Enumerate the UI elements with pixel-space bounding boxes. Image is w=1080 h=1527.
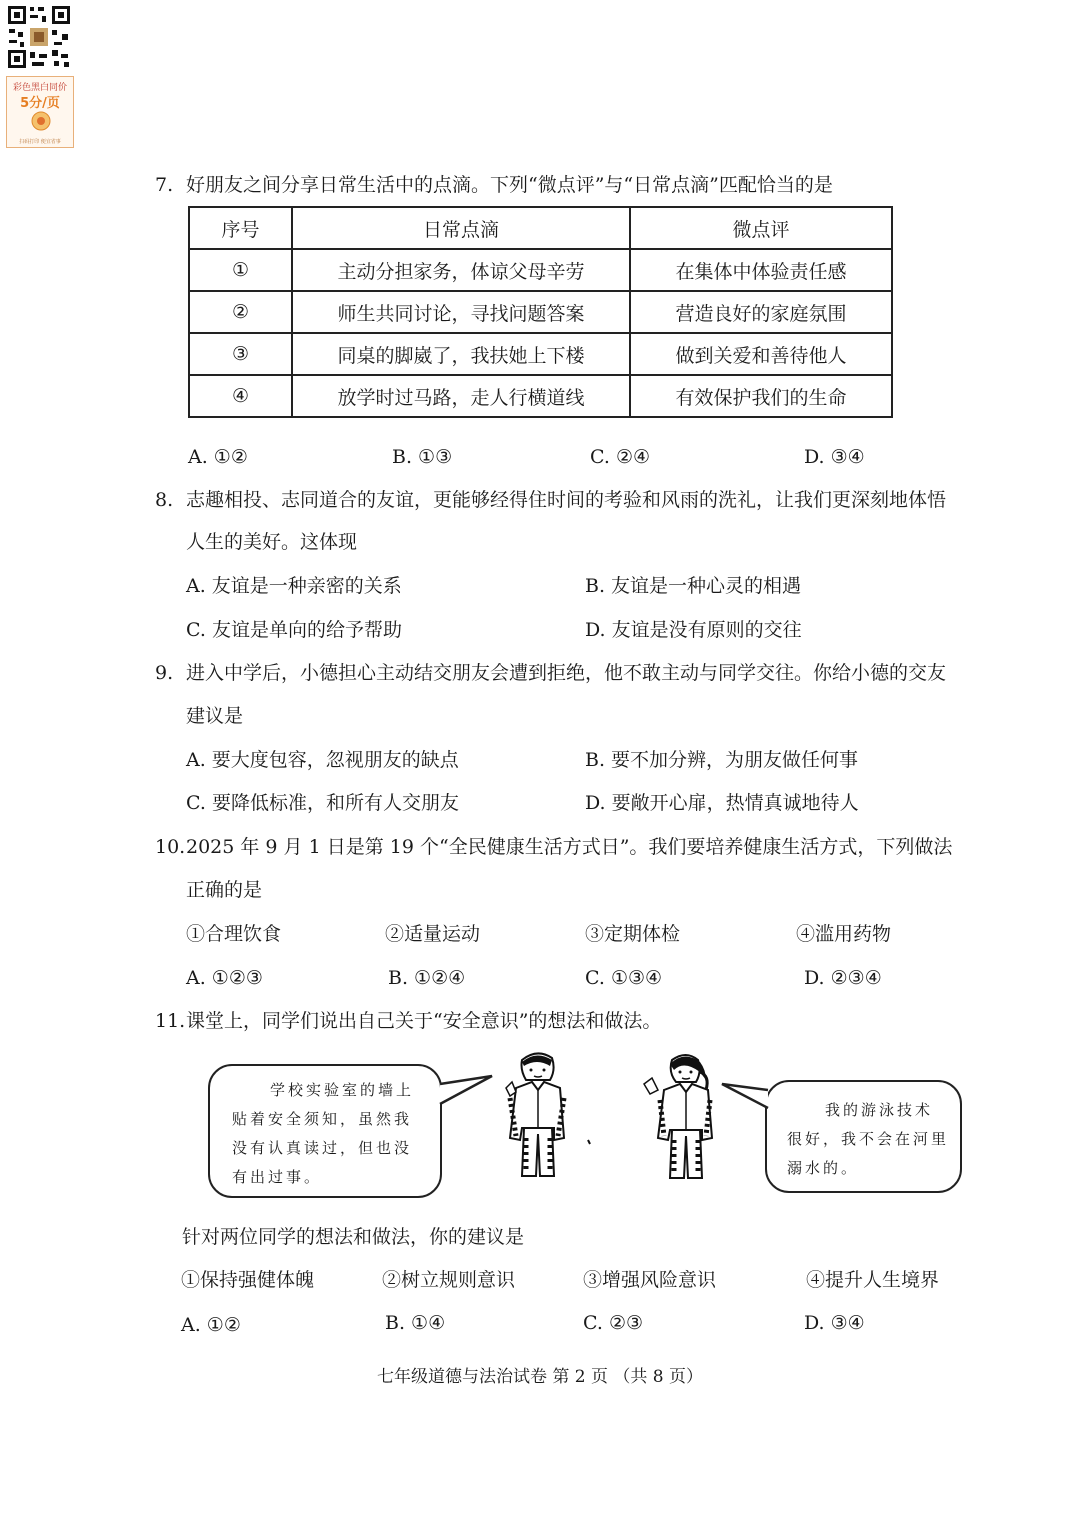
q8-option-a[interactable]: A. 友谊是一种亲密的关系 — [186, 575, 402, 597]
speech-bubble-boy — [208, 1064, 442, 1198]
bubble-tail-right — [720, 1080, 770, 1114]
q10-option-a[interactable]: A. ①②③ — [186, 967, 263, 989]
table-cell: ② — [189, 291, 292, 333]
q9-stem-line2: 建议是 — [186, 705, 244, 727]
q10-stem-line1 — [155, 835, 952, 859]
table-row — [189, 249, 892, 291]
promo-line1: 彩色黑白同价 — [12, 83, 67, 93]
q11-item-1: ①保持强健体魄 — [181, 1269, 315, 1291]
table-row — [189, 375, 892, 417]
q9-option-c[interactable]: C. 要降低标准，和所有人交朋友 — [186, 792, 459, 814]
q7-table — [188, 206, 893, 418]
q8-option-c[interactable]: C. 友谊是单向的给予帮助 — [186, 619, 402, 641]
q11-number: 11. — [155, 1010, 186, 1032]
bubble-line: 很好，我不会在河里 — [787, 1130, 950, 1148]
q10-item-4: ④滥用药物 — [796, 923, 892, 945]
q8-text: 志趣相投、志同道合的友谊，更能够经得住时间的考验和风雨的洗礼，让我们更深刻地体悟 — [186, 489, 947, 511]
bubble-line: 有出过事。 — [232, 1168, 323, 1186]
q7-option-d[interactable]: D. ③④ — [804, 446, 865, 468]
q7-option-b[interactable]: B. ①③ — [392, 446, 453, 468]
bubble-line: 贴着安全须知，虽然我 — [232, 1110, 413, 1128]
q11-option-b[interactable]: B. ①④ — [385, 1312, 446, 1334]
q10-option-b[interactable]: B. ①②④ — [388, 967, 466, 989]
table-cell: ④ — [189, 375, 292, 417]
q11-prompt: 针对两位同学的想法和做法，你的建议是 — [182, 1226, 525, 1248]
q8-stem-line2: 人生的美好。这体现 — [186, 531, 358, 553]
table-cell: 师生共同讨论，寻找问题答案 — [292, 291, 630, 333]
boy-student-illustration — [492, 1048, 592, 1183]
table-header-cell: 日常点滴 — [292, 207, 630, 249]
q10-stem-line2: 正确的是 — [186, 879, 263, 901]
q11-stem — [155, 1009, 661, 1033]
speech-bubble-girl — [765, 1080, 962, 1193]
table-cell: ③ — [189, 333, 292, 375]
q8-number: 8. — [155, 489, 174, 511]
table-cell: 在集体中体验责任感 — [630, 249, 892, 291]
q11-text: 课堂上，同学们说出自己关于“安全意识”的想法和做法。 — [186, 1010, 662, 1032]
q7-option-c[interactable]: C. ②④ — [590, 446, 651, 468]
q11-item-4: ④提升人生境界 — [806, 1269, 940, 1291]
q9-text: 进入中学后，小德担心主动结交朋友会遭到拒绝，他不敢主动与同学交往。你给小德的交友 — [186, 662, 947, 684]
q7-stem — [155, 173, 833, 197]
table-cell: 放学时过马路，走人行横道线 — [292, 375, 630, 417]
q10-option-c[interactable]: C. ①③④ — [585, 967, 663, 989]
q9-option-a[interactable]: A. 要大度包容，忽视朋友的缺点 — [186, 749, 459, 771]
q10-item-3: ③定期体检 — [585, 923, 681, 945]
table-cell: 有效保护我们的生命 — [630, 375, 892, 417]
table-cell: 营造良好的家庭氛围 — [630, 291, 892, 333]
q11-item-2: ②树立规则意识 — [382, 1269, 516, 1291]
q11-option-a[interactable]: A. ①② — [181, 1314, 241, 1336]
q10-option-d[interactable]: D. ②③④ — [804, 967, 882, 989]
table-cell: 同桌的脚崴了，我扶她上下楼 — [292, 333, 630, 375]
q9-option-d[interactable]: D. 要敞开心扉，热情真诚地待人 — [585, 792, 859, 814]
table-header-row — [189, 207, 892, 249]
table-cell: ① — [189, 249, 292, 291]
q11-item-3: ③增强风险意识 — [583, 1269, 717, 1291]
bubble-tail-left — [438, 1074, 494, 1110]
girl-student-illustration — [636, 1050, 726, 1185]
table-row — [189, 291, 892, 333]
q11-option-c[interactable]: C. ②③ — [583, 1312, 644, 1334]
q9-stem-line1 — [155, 661, 946, 685]
q8-stem-line1 — [155, 488, 946, 512]
q7-number: 7. — [155, 174, 174, 196]
bubble-line: 没有认真读过，但也没 — [232, 1139, 413, 1157]
promo-footnote: 扫码打印 便宜省事 — [19, 139, 61, 145]
q10-text: 2025 年 9 月 1 日是第 19 个“全民健康生活方式日”。我们要培养健康生活方式，下列做法 — [186, 836, 953, 858]
q11-option-d[interactable]: D. ③④ — [804, 1312, 865, 1334]
table-row — [189, 333, 892, 375]
q8-option-b[interactable]: B. 友谊是一种心灵的相遇 — [585, 575, 802, 597]
q10-item-2: ②适量运动 — [385, 923, 481, 945]
table-cell: 主动分担家务，体谅父母辛劳 — [292, 249, 630, 291]
q8-option-d[interactable]: D. 友谊是没有原则的交往 — [585, 619, 802, 641]
table-header-cell: 微点评 — [630, 207, 892, 249]
q9-number: 9. — [155, 662, 174, 684]
q7-text: 好朋友之间分享日常生活中的点滴。下列“微点评”与“日常点滴”匹配恰当的是 — [186, 174, 833, 196]
q9-option-b[interactable]: B. 要不加分辨，为朋友做任何事 — [585, 749, 859, 771]
bubble-line: 学校实验室的墙上 — [270, 1081, 415, 1099]
page-footer: 七年级道德与法治试卷 第 2 页 （共 8 页） — [376, 1367, 704, 1387]
promo-price: 5分/页 — [20, 96, 60, 111]
q7-option-a[interactable]: A. ①② — [188, 446, 248, 468]
q10-number: 10. — [155, 836, 186, 858]
sun-logo-icon — [31, 111, 51, 131]
qr-code[interactable] — [6, 4, 72, 70]
print-promo-badge[interactable] — [6, 76, 74, 148]
bubble-line: 我的游泳技术 — [825, 1101, 934, 1119]
table-header-cell: 序号 — [189, 207, 292, 249]
bubble-line: 溺水的。 — [787, 1159, 860, 1177]
q10-item-1: ①合理饮食 — [186, 923, 282, 945]
table-cell: 做到关爱和善待他人 — [630, 333, 892, 375]
